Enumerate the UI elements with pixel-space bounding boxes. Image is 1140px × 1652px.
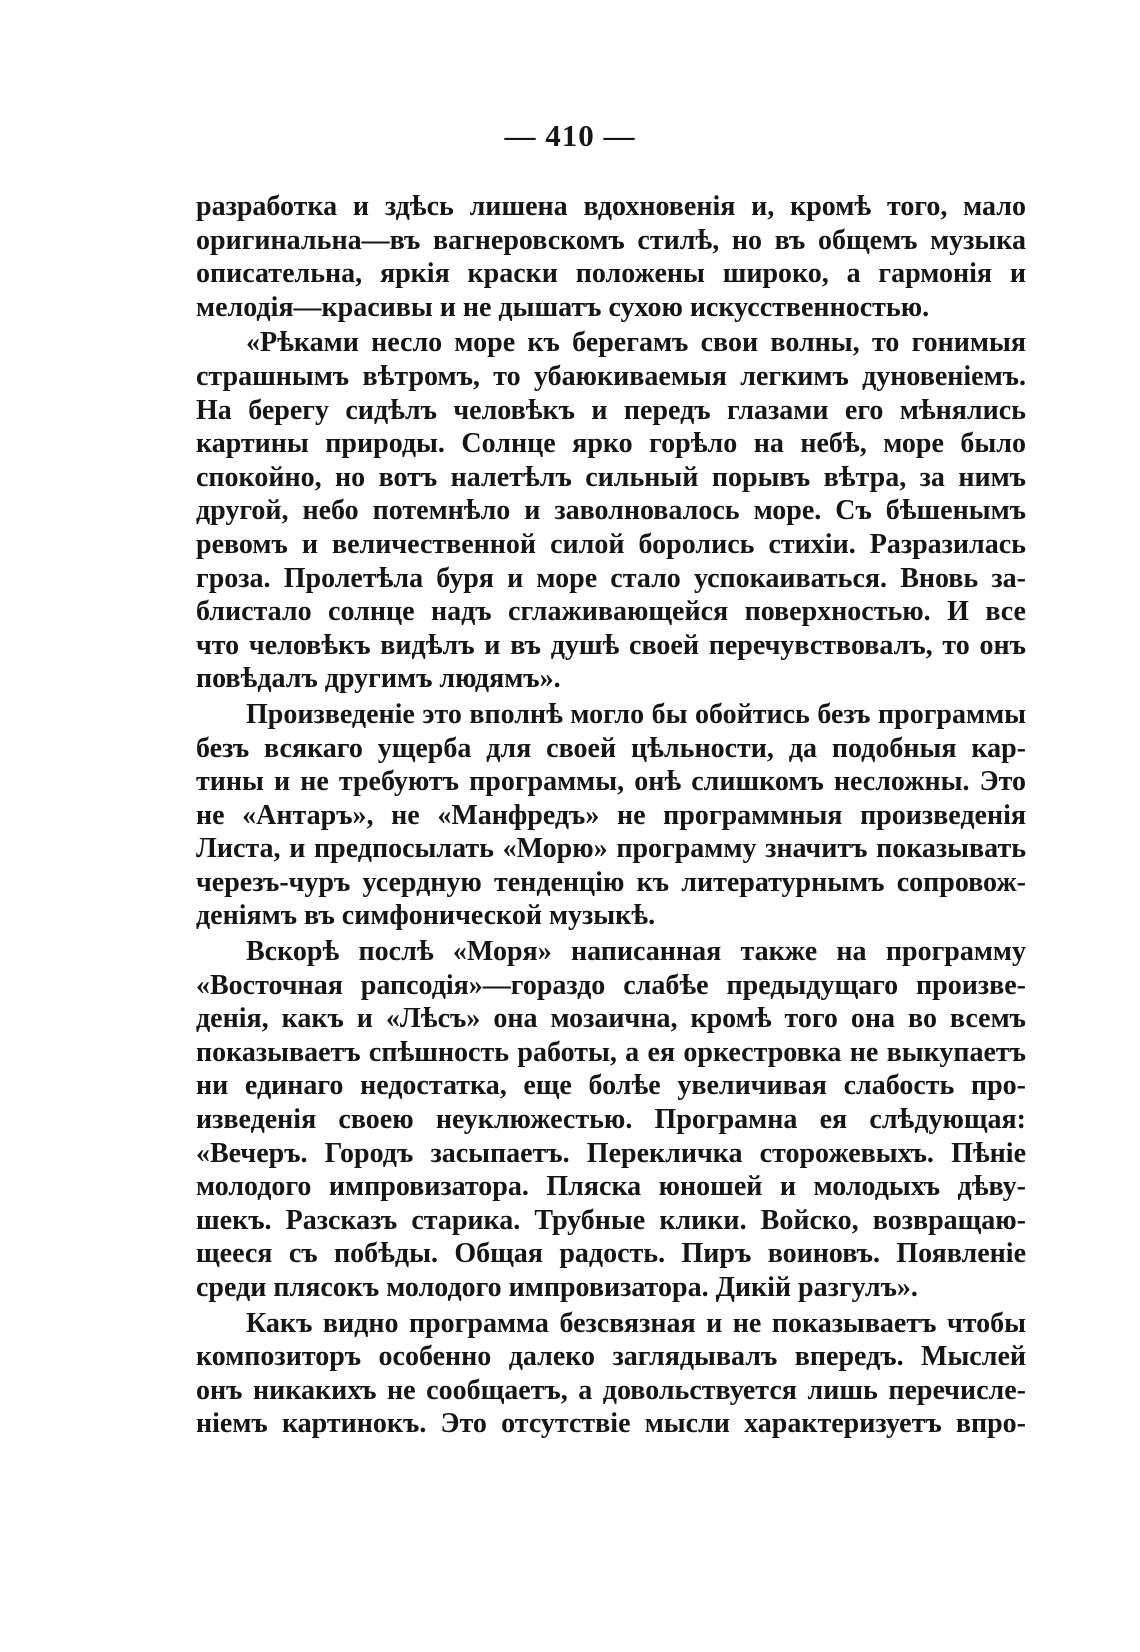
text-line: Листа, и предпосылать «Морю» программу значитъ показывать bbox=[196, 833, 1026, 865]
text-line: композиторъ особенно далеко заглядывалъ впередъ. Мыслей bbox=[196, 1341, 1026, 1373]
text-line: Произведеніе это вполнѣ могло бы обойтись безъ программы bbox=[246, 698, 1026, 730]
text-line: ни единаго недостатка, еще болѣе увеличивая слабость про- bbox=[196, 1070, 1026, 1102]
paragraph bbox=[196, 326, 1026, 696]
text-line: оригинальна—въ вагнеровскомъ стилѣ, но въ общемъ музыка bbox=[196, 224, 1026, 256]
text-line: «Рѣками несло море къ берегамъ свои волны, то гонимыя bbox=[246, 327, 1026, 359]
text-line: щееся съ побѣды. Общая радость. Пиръ воиновъ. Появленіе bbox=[196, 1238, 1026, 1270]
paragraph bbox=[196, 190, 1026, 324]
paragraph bbox=[196, 935, 1026, 1305]
text-line: разработка и здѣсь лишена вдохновенія и, кромѣ того, мало bbox=[196, 191, 1026, 222]
text-line: «Вечеръ. Городъ засыпаетъ. Перекличка сторожевыхъ. Пѣніе bbox=[196, 1137, 1026, 1169]
text-line: не «Антаръ», не «Манфредъ» не программныя произведенія bbox=[196, 799, 1026, 831]
paragraph bbox=[196, 698, 1026, 933]
text-line: среди плясокъ молодого импровизатора. Дикій разгулъ». bbox=[196, 1272, 918, 1303]
text-line: Какъ видно программа безсвязная и не показываетъ чтобы bbox=[246, 1307, 1026, 1339]
page-number: — 410 — bbox=[504, 118, 636, 153]
text-line: страшнымъ вѣтромъ, то убаюкиваемыя легкимъ дуновеніемъ. bbox=[196, 360, 1026, 392]
text-line: денія, какъ и «Лѣсъ» она мозаична, кромѣ того она во всемъ bbox=[196, 1003, 1026, 1035]
text-line: блистало солнце надъ сглаживающейся поверхностью. И все bbox=[196, 596, 1026, 628]
text-line: что человѣкъ видѣлъ и въ душѣ своей перечувствовалъ, то онъ bbox=[196, 629, 1026, 661]
text-line: шекъ. Разсказъ старика. Трубные клики. Войско, возвращаю- bbox=[196, 1204, 1026, 1236]
text-line: черезъ-чуръ усердную тенденцію къ литературнымъ сопровож- bbox=[196, 866, 1026, 898]
text-line: Вскорѣ послѣ «Моря» написанная также на программу bbox=[246, 936, 1026, 968]
text-line: безъ всякаго ущерба для своей цѣльности, да подобныя кар- bbox=[196, 732, 1026, 764]
text-line: ревомъ и величественной силой боролись стихіи. Разразилась bbox=[196, 528, 1026, 560]
paragraph bbox=[196, 1307, 1026, 1441]
text-line: гроза. Пролетѣла буря и море стало успокаиваться. Вновь за- bbox=[196, 562, 1026, 594]
body-text bbox=[196, 190, 1026, 1441]
text-line: другой, небо потемнѣло и заволновалось море. Съ бѣшенымъ bbox=[196, 495, 1026, 527]
text-line: На берегу сидѣлъ человѣкъ и передъ глазами его мѣнялись bbox=[196, 394, 1026, 426]
text-line: мелодія—красивы и не дышатъ сухою искусственностью. bbox=[196, 291, 930, 323]
text-line: «Восточная рапсодія»—гораздо слабѣе предыдущаго произве- bbox=[196, 969, 1026, 1001]
text-line: спокойно, но вотъ налетѣлъ сильный порывъ вѣтра, за нимъ bbox=[196, 461, 1026, 493]
text-line: повѣдалъ другимъ людямъ». bbox=[196, 663, 561, 695]
text-line: показываетъ спѣшность работы, а ея оркестровка не выкупаетъ bbox=[196, 1036, 1026, 1068]
text-line: молодого импровизатора. Пляска юношей и молодыхъ дѣву- bbox=[196, 1171, 1026, 1203]
text-line: онъ никакихъ не сообщаетъ, а довольствуется лишь перечисле- bbox=[196, 1374, 1026, 1406]
text-line: изведенія своею неуклюжестью. Програмна ея слѣдующая: bbox=[196, 1104, 1026, 1136]
text-line: тины и не требуютъ программы, онѣ слишкомъ несложны. Это bbox=[196, 766, 1026, 798]
text-line: ніемъ картинокъ. Это отсутствіе мысли характеризуетъ впро- bbox=[196, 1408, 1026, 1440]
text-line: деніямъ въ симфонической музыкѣ. bbox=[196, 900, 656, 932]
text-line: картины природы. Солнце ярко горѣло на небѣ, море было bbox=[196, 428, 1026, 460]
text-line: описательна, яркія краски положены широко, а гармонія и bbox=[196, 258, 1026, 290]
